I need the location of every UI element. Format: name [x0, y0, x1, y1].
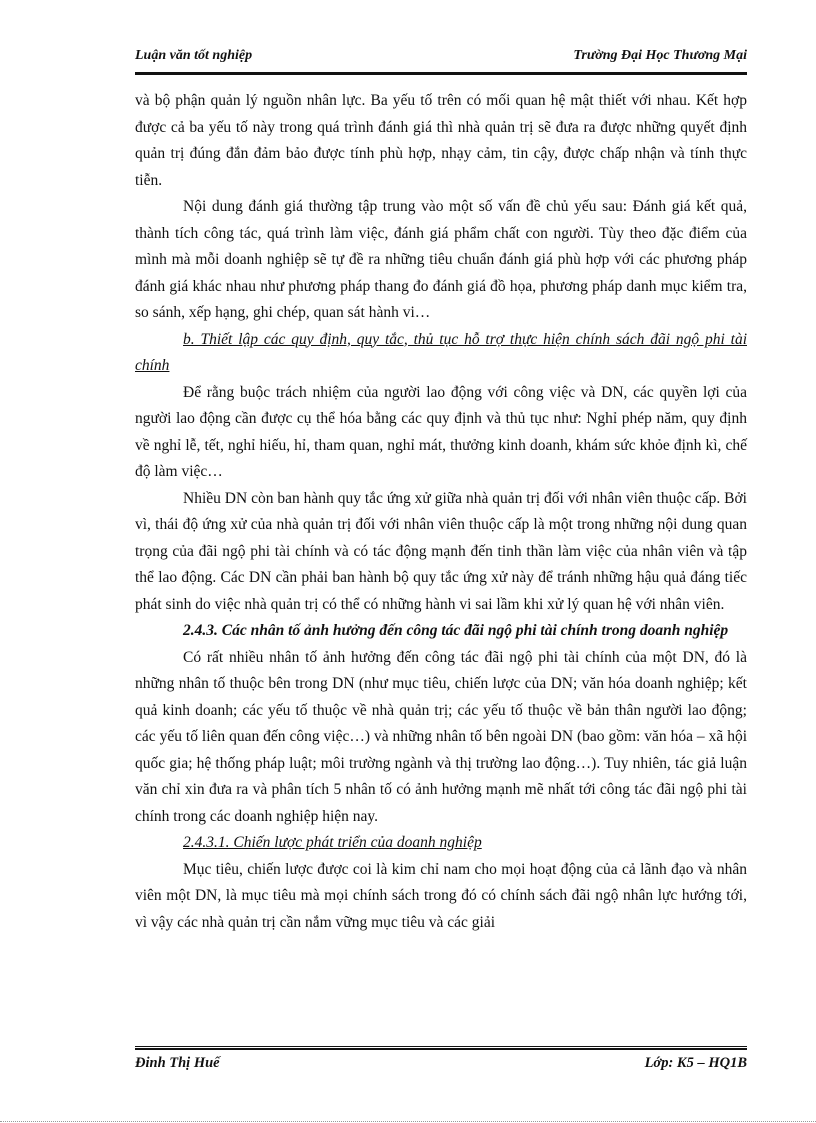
header-university-name: Trường Đại Học Thương Mại — [573, 48, 747, 63]
section-heading-b: b. Thiết lập các quy định, quy tắc, thủ tục hỗ trợ thực hiện chính sách đãi ngộ phi tài chính — [135, 330, 747, 374]
header-divider — [135, 72, 747, 75]
paragraph-1: và bộ phận quản lý nguồn nhân lực. Ba yếu tố trên có mối quan hệ mật thiết với nhau. Kết hợp được cả ba yếu tố này trong quá trình đánh giá thì nhà quản trị sẽ đưa ra được những quyết định quản trị đúng đắn đảm bảo được tính phù hợp, nhạy cảm, tin cậy, được chấp nhận và tính thực tiễn. — [135, 92, 747, 189]
footer-class-code: Lớp: K5 – HQ1B — [644, 1055, 747, 1071]
page-footer — [135, 1055, 747, 1079]
paragraph-6: Mục tiêu, chiến lược được coi là kim chỉ nam cho mọi hoạt động của cả lãnh đạo và nhân viên một DN, là mục tiêu mà mọi chính sách trong đó có chính sách đãi ngộ nhân lực hướng tới, vì vậy các nhà quản trị cần nắm vững mục tiêu và các giải — [135, 860, 747, 931]
footer-divider — [135, 1046, 747, 1050]
page-header — [135, 46, 747, 72]
section-heading-2-4-3: 2.4.3. Các nhân tố ảnh hưởng đến công tác đãi ngộ phi tài chính trong doanh nghiệp — [183, 622, 729, 639]
document-body — [135, 88, 747, 936]
header-thesis-label: Luận văn tốt nghiệp — [135, 48, 253, 63]
page-edge-dotted-line — [0, 1121, 816, 1122]
footer-author-name: Đinh Thị Huế — [135, 1055, 220, 1071]
paragraph-4: Nhiều DN còn ban hành quy tắc ứng xử giữa nhà quản trị đối với nhân viên thuộc cấp. Bởi vì, thái độ ứng xử của nhà quản trị đối với nhân viên thuộc cấp là một trong những nội dung quan trọng của đãi ngộ phi tài chính và có tác động mạnh đến tinh thần làm việc của nhân viên và tập thể lao động. Các DN cần phải ban hành bộ quy tắc ứng xử này để tránh những hậu quả đáng tiếc phát sinh do việc nhà quản trị có thể có những hành vi sai lầm khi xử lý quan hệ với nhân viên. — [135, 489, 747, 613]
paragraph-2: Nội dung đánh giá thường tập trung vào một số vấn đề chủ yếu sau: Đánh giá kết quả, thành tích công tác, quá trình làm việc, đánh giá phẩm chất con người. Tùy theo đặc điểm của mình mà mỗi doanh nghiệp sẽ tự đề ra những tiêu chuẩn đánh giá phù hợp với các phương pháp đánh giá khác nhau như phương pháp thang đo đánh giá đồ họa, phương pháp danh mục kiểm tra, so sánh, xếp hạng, ghi chép, quan sát hành vi… — [135, 198, 747, 321]
paragraph-3: Để rằng buộc trách nhiệm của người lao động với công việc và DN, các quyền lợi của người lao động cần được cụ thể hóa bằng các quy định và thủ tục như: Nghỉ phép năm, quy định về nghỉ lễ, tết, nghỉ hiếu, hỉ, tham quan, nghỉ mát, thưởng kinh doanh, khám sức khỏe định kì, chế độ làm việc… — [135, 383, 747, 480]
paragraph-5: Có rất nhiều nhân tố ảnh hưởng đến công tác đãi ngộ phi tài chính của một DN, đó là những nhân tố thuộc bên trong DN (như mục tiêu, chiến lược của DN; văn hóa doanh nghiệp; kết quả kinh doanh; các yếu tố thuộc về nhà quản trị; các yếu tố thuộc về bản thân người lao động; các yếu tố liên quan đến công việc…) và những nhân tố bên ngoài DN (bao gồm: văn hóa – xã hội quốc gia; hệ thống pháp luật; môi trường ngành và thị trường lao động…). Tuy nhiên, tác giả luận văn chỉ xin đưa ra và phân tích 5 nhân tố có ảnh hưởng mạnh mẽ nhất tới công tác đãi ngộ phi tài chính trong các doanh nghiệp hiện nay. — [135, 648, 747, 825]
section-heading-2-4-3-1: 2.4.3.1. Chiến lược phát triển của doanh nghiệp — [183, 834, 482, 851]
